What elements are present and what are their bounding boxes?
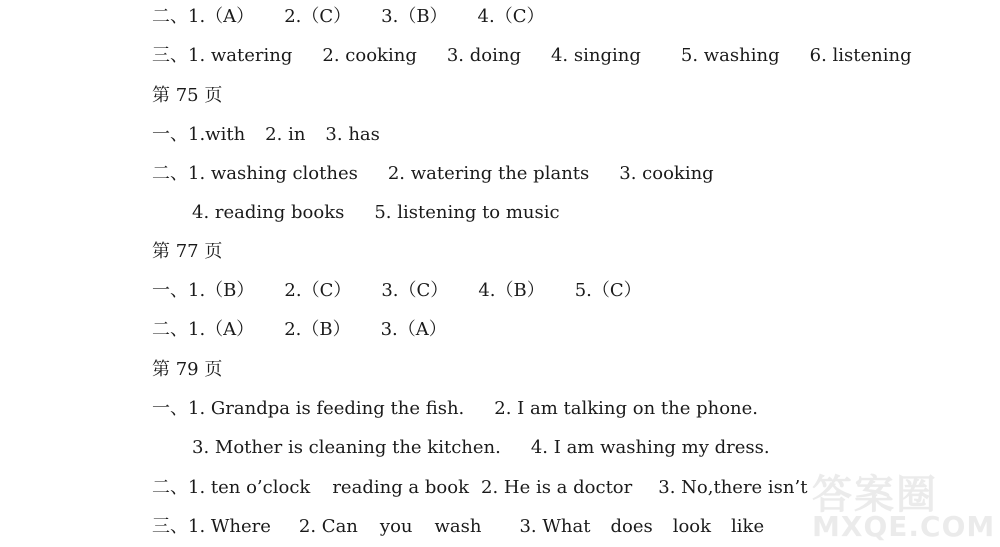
answer-item: 5. washing (680, 45, 780, 66)
answer-item: 4.（B） (478, 280, 545, 301)
answer-item: 2. Can (298, 516, 358, 537)
answer-item: 5.（C） (574, 280, 642, 301)
answer-item: 3. cooking (619, 163, 714, 184)
answer-item: 3. Mother is cleaning the kitchen. (192, 437, 501, 458)
answer-item: wash (434, 516, 482, 537)
answer-item: does (610, 516, 653, 537)
answer-line (152, 513, 764, 541)
answer-item: reading a book (332, 477, 469, 498)
section-prefix: 二、 (152, 6, 188, 27)
answer-item: 4. singing (550, 45, 641, 66)
answer-line (192, 434, 770, 462)
answer-item: look (672, 516, 712, 537)
answer-item: 2. I am talking on the phone. (494, 398, 759, 419)
answer-item: 2. watering the plants (387, 163, 590, 184)
answer-item: 3.（B） (381, 6, 448, 27)
answer-item: 2.（C） (284, 280, 352, 301)
section-prefix: 三、 (152, 45, 188, 66)
answer-line (152, 121, 380, 149)
answer-item: 1. Grandpa is feeding the fish. (188, 398, 465, 419)
answer-item: 1.（A） (188, 6, 255, 27)
answer-item: 1. Where (188, 516, 271, 537)
answer-item: 3. doing (446, 45, 521, 66)
answer-line (152, 3, 545, 31)
answer-item: 1.with (188, 124, 246, 145)
answer-item: 1. washing clothes (188, 163, 358, 184)
section-prefix: 二、 (152, 477, 188, 498)
answer-line (152, 160, 714, 188)
answer-line (152, 42, 912, 70)
section-prefix: 一、 (152, 398, 188, 419)
page-heading: 第 79 页 (152, 359, 223, 380)
section-prefix: 一、 (152, 124, 188, 145)
answer-item: 3. has (325, 124, 380, 145)
answer-line (152, 474, 807, 502)
answer-item: 1.（B） (188, 280, 255, 301)
watermark-url: MXQE.COM (812, 510, 996, 543)
answer-item: you (379, 516, 413, 537)
answer-item: 1. watering (188, 45, 293, 66)
answer-item: 3.（A） (380, 319, 447, 340)
answer-item: like (731, 516, 765, 537)
answer-item: 4. I am washing my dress. (530, 437, 770, 458)
answer-item: 4.（C） (477, 6, 545, 27)
answer-item: 2. cooking (322, 45, 417, 66)
page-heading: 第 75 页 (152, 85, 223, 106)
answer-item: 1.（A） (188, 319, 255, 340)
answer-item: 4. reading books (192, 202, 345, 223)
answer-item: 3.（C） (381, 280, 449, 301)
answer-line (152, 316, 447, 344)
answer-item: 2. He is a doctor (481, 477, 633, 498)
answer-line (152, 277, 642, 305)
page-heading: 第 77 页 (152, 241, 223, 262)
answer-item: 2. in (265, 124, 306, 145)
answer-item: 2.（B） (284, 319, 351, 340)
answer-item: 5. listening to music (374, 202, 560, 223)
answer-line (192, 199, 560, 227)
watermark-logo: 答案圈 (812, 472, 938, 518)
section-prefix: 二、 (152, 319, 188, 340)
section-prefix: 二、 (152, 163, 188, 184)
answer-item: 1. ten o’clock (188, 477, 311, 498)
section-prefix: 一、 (152, 280, 188, 301)
section-prefix: 三、 (152, 516, 188, 537)
answer-item: 3. What (519, 516, 591, 537)
answer-item: 6. listening (809, 45, 912, 66)
answer-line (152, 395, 758, 423)
answer-item: 3. No,there isn’t (658, 477, 808, 498)
answer-item: 2.（C） (284, 6, 352, 27)
site-watermark (812, 463, 996, 543)
